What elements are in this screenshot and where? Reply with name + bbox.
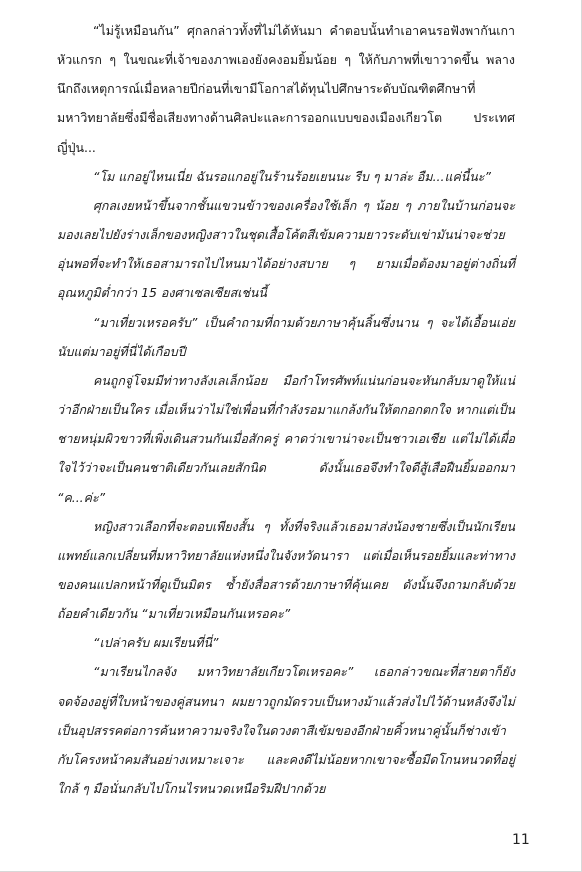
- paragraph-5: คนถูกจู่โจมมีท่าทางลังเลเล็กน้อย มือกำโทรศัพท์แน่นก่อนจะหันกลับมาดูให้แน่ว่าอีกฝ่ายเป็นใคร เมื่อเห็นว่าไม่ใช่เพื่อนที่กำลังรอมาแกล้งกันให้ตกอกตกใจ หากแต่เป็นชายหนุ่มผิวขาวที่เพิ่งเดินสวนกันเมื่อสักครู่ คาดว่าเขาน่าจะเป็นชาวเอเชีย แต่ไม่ได้เผื่อใจไว้ว่าจะเป็นคนชาติเดียวกันเลยสักนิด ดังนั้นเธอจึงทำใจดีสู้เสือฝืนยิ้มออกมา “ค...ค่ะ”: [57, 372, 515, 505]
- paragraph-8: “มาเรียนไกลจัง มหาวิทยาลัยเกียวโตเหรอคะ” เธอกล่าวขณะที่สายตาก็ยังจดจ้องอยู่ที่ใบหน้าของคู่สนทนา ผมยาวถูกมัดรวบเป็นหางม้าแล้วส่งไปไว้ด้านหลังจึงไม่เป็นอุปสรรคต่อการค้นหาความจริงใจในดวงตาสีเข้มของอีกฝ่ายคิ้วหนาคู่นั้นก็ช่างเข้ากับโครงหน้าคมสันอย่างเหมาะเจาะ และคงดีไม่น้อยหากเขาจะซื้อมีดโกนหนวดที่อยู่ใกล้ ๆ มือนั่นกลับไปโกนไรหนวดเหนือริมฝีปากด้วย: [57, 664, 515, 797]
- body-text: [57, 16, 515, 803]
- paragraph-7: “เปล่าครับ ผมเรียนที่นี่”: [93, 635, 219, 651]
- paragraph-1: “ไม่รู้เหมือนกัน” ศุกลกล่าวทั้งที่ไม่ได้หันมา คำตอบนั้นทำเอาคนรอฟังพากันเกาหัวแกรก ๆ ในขณะที่เจ้าของภาพเองยังคงอมยิ้มน้อย ๆ ให้กับภาพที่เขาวาดขึ้น พลางนึกถึงเหตุการณ์เมื่อหลายปีก่อนที่เขามีโอกาสได้ทุนไปศึกษาระดับบัณฑิตศึกษาที่มหาวิทยาลัยซึ่งมีชื่อเสียงทางด้านศิลปะและการออกแบบของเมืองเกียวโต ประเทศญี่ปุ่น...: [57, 23, 515, 155]
- paragraph-6: หญิงสาวเลือกที่จะตอบเพียงสั้น ๆ ทั้งที่จริงแล้วเธอมาส่งน้องชายซึ่งเป็นนักเรียนแพทย์แลกเปลี่ยนที่มหาวิทยาลัยแห่งหนึ่งในจังหวัดนารา แต่เมื่อเห็นรอยยิ้มและท่าทางของคนแปลกหน้าที่ดูเป็นมิตร ซ้ำยังสื่อสารด้วยภาษาที่คุ้นเคย ดังนั้นจึงถามกลับด้วยถ้อยคำเดียวกัน “มาเที่ยวเหมือนกันเหรอคะ”: [57, 518, 515, 622]
- paragraph-4: “มาเที่ยวเหรอครับ” เป็นคำถามที่ถามด้วยภาษาคุ้นลิ้นซึ่งนาน ๆ จะได้เอื้อนเอ่ยนับแต่มาอยู่ที่นี่ได้เกือบปี: [57, 314, 515, 359]
- paragraph-3: ศุกลเงยหน้าขึ้นจากชั้นแขวนข้าวของเครื่องใช้เล็ก ๆ น้อย ๆ ภายในบ้านก่อนจะมองเลยไปยังร่างเล็กของหญิงสาวในชุดเสื้อโค้ตสีเข้มความยาวระดับเข่ามันน่าจะช่วยอุ่นพอที่จะทำให้เธอสามารถไปไหนมาได้อย่างสบาย ๆ ยามเมื่อต้องมาอยู่ต่างถิ่นที่อุณหภูมิต่ำกว่า 15 องศาเซลเซียสเช่นนี้: [57, 197, 515, 301]
- paragraph-2: “โม แกอยู่ไหนเนี่ย ฉันรอแกอยู่ในร้านร้อยเยนนะ รีบ ๆ มาล่ะ อืม...แค่นี้นะ”: [93, 168, 491, 184]
- page-number: 11: [512, 832, 530, 848]
